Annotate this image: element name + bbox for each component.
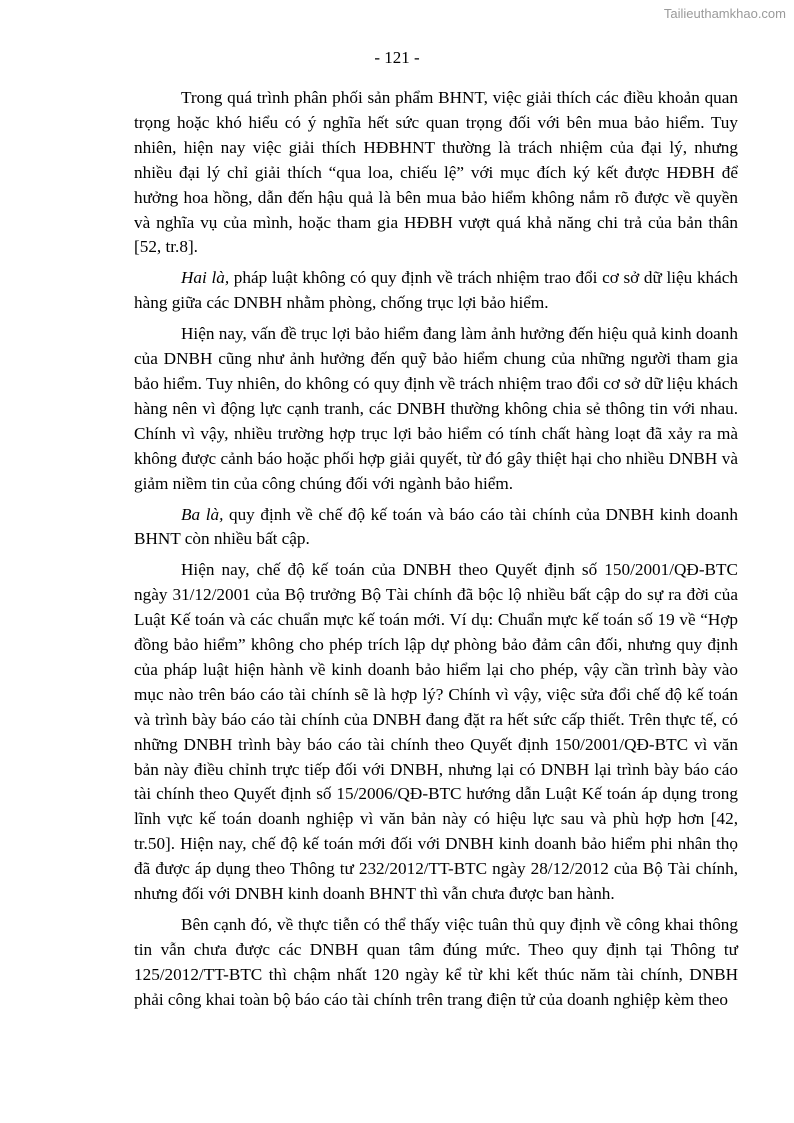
paragraph-text: Bên cạnh đó, về thực tiễn có thể thấy việc tuân thủ quy định về công khai thông tin vẫn chưa được các DNBH quan tâm đúng mức. Theo quy định tại Thông tư 125/2012/TT-BTC thì chậm nhất 120 ngày kể từ khi kết thúc năm tài chính, DNBH phải công khai toàn bộ báo cáo tài chính trên trang điện tử của doanh nghiệp kèm theo	[134, 915, 738, 1009]
paragraph-disclosure	[134, 913, 738, 1013]
paragraph-third-point	[134, 503, 738, 553]
paragraph-accounting	[134, 558, 738, 907]
document-body	[134, 86, 738, 1019]
paragraph-text: Hiện nay, vấn đề trục lợi bảo hiểm đang làm ảnh hưởng đến hiệu quả kinh doanh của DNBH cũng như ảnh hưởng đến quỹ bảo hiểm chung của những người tham gia bảo hiểm. Tuy nhiên, do không có quy định về trách nhiệm trao đổi cơ sở dữ liệu khách hàng nên vì động lực cạnh tranh, các DNBH thường không chia sẻ thông tin với nhau. Chính vì vậy, nhiều trường hợp trục lợi bảo hiểm có tính chất hàng loạt đã xảy ra mà không được cảnh báo hoặc phối hợp giải quyết, từ đó gây thiệt hại cho nhiều DNBH và giảm niềm tin của công chúng đối với ngành bảo hiểm.	[134, 324, 738, 493]
paragraph-second-point	[134, 266, 738, 316]
paragraph-text: pháp luật không có quy định về trách nhiệm trao đổi cơ sở dữ liệu khách hàng giữa các DNBH nhằm phòng, chống trục lợi bảo hiểm.	[134, 268, 738, 313]
paragraph-lead: Ba là,	[181, 504, 224, 524]
paragraph-distribution	[134, 86, 738, 260]
paragraph-text: Hiện nay, chế độ kế toán của DNBH theo Quyết định số 150/2001/QĐ-BTC ngày 31/12/2001 của Bộ trưởng Bộ Tài chính đã bộc lộ nhiều bất cập do sự ra đời của Luật Kế toán và các chuẩn mực kế toán mới. Ví dụ: Chuẩn mực kế toán số 19 về “Hợp đồng bảo hiểm” không cho phép trích lập dự phòng bảo đảm cân đối, nhưng quy định của pháp luật hiện hành về kinh doanh bảo hiểm lại cho phép, vậy cần trình bày vào mục nào trên báo cáo tài chính sẽ là hợp lý? Chính vì vậy, việc sửa đổi chế độ kế toán và trình bày báo cáo tài chính của DNBH đang đặt ra hết sức cấp thiết. Trên thực tế, có những DNBH trình bày báo cáo tài chính theo Quyết định 150/2001/QĐ-BTC vì văn bản này điều chỉnh trực tiếp đối với DNBH, nhưng lại có DNBH lại trình bày báo cáo tài chính theo Quyết định số 15/2006/QĐ-BTC hướng dẫn Luật Kế toán áp dụng trong lĩnh vực kế toán doanh nghiệp vì văn bản này có hiệu lực sau và phù hợp hơn [42, tr.50]. Hiện nay, chế độ kế toán mới đối với DNBH kinh doanh bảo hiểm phi nhân thọ đã được áp dụng theo Thông tư 232/2012/TT-BTC ngày 28/12/2012 của Bộ Tài chính, nhưng đối với DNBH kinh doanh BHNT thì vẫn chưa được ban hành.	[134, 560, 738, 904]
paragraph-text: Trong quá trình phân phối sản phẩm BHNT, việc giải thích các điều khoản quan trọng hoặc khó hiểu có ý nghĩa hết sức quan trọng đối với bên mua bảo hiểm. Tuy nhiên, hiện nay việc giải thích HĐBHNT thường là trách nhiệm của đại lý, nhưng nhiều đại lý chỉ giải thích “qua loa, chiếu lệ” với mục đích ký kết được HĐBH để hưởng hoa hồng, dẫn đến hậu quả là bên mua bảo hiểm không nắm rõ được về quyền và nghĩa vụ của mình, hoặc tham gia HĐBH vượt quá khả năng chi trả của bản thân [52, tr.8].	[134, 88, 738, 257]
paragraph-text: quy định về chế độ kế toán và báo cáo tài chính của DNBH kinh doanh BHNT còn nhiều bất cập.	[134, 504, 738, 549]
page-number: - 121 -	[374, 48, 420, 67]
paragraph-lead: Hai là,	[181, 268, 230, 288]
paragraph-fraud	[134, 322, 738, 496]
watermark: Tailieuthamkhao.com	[663, 6, 786, 21]
